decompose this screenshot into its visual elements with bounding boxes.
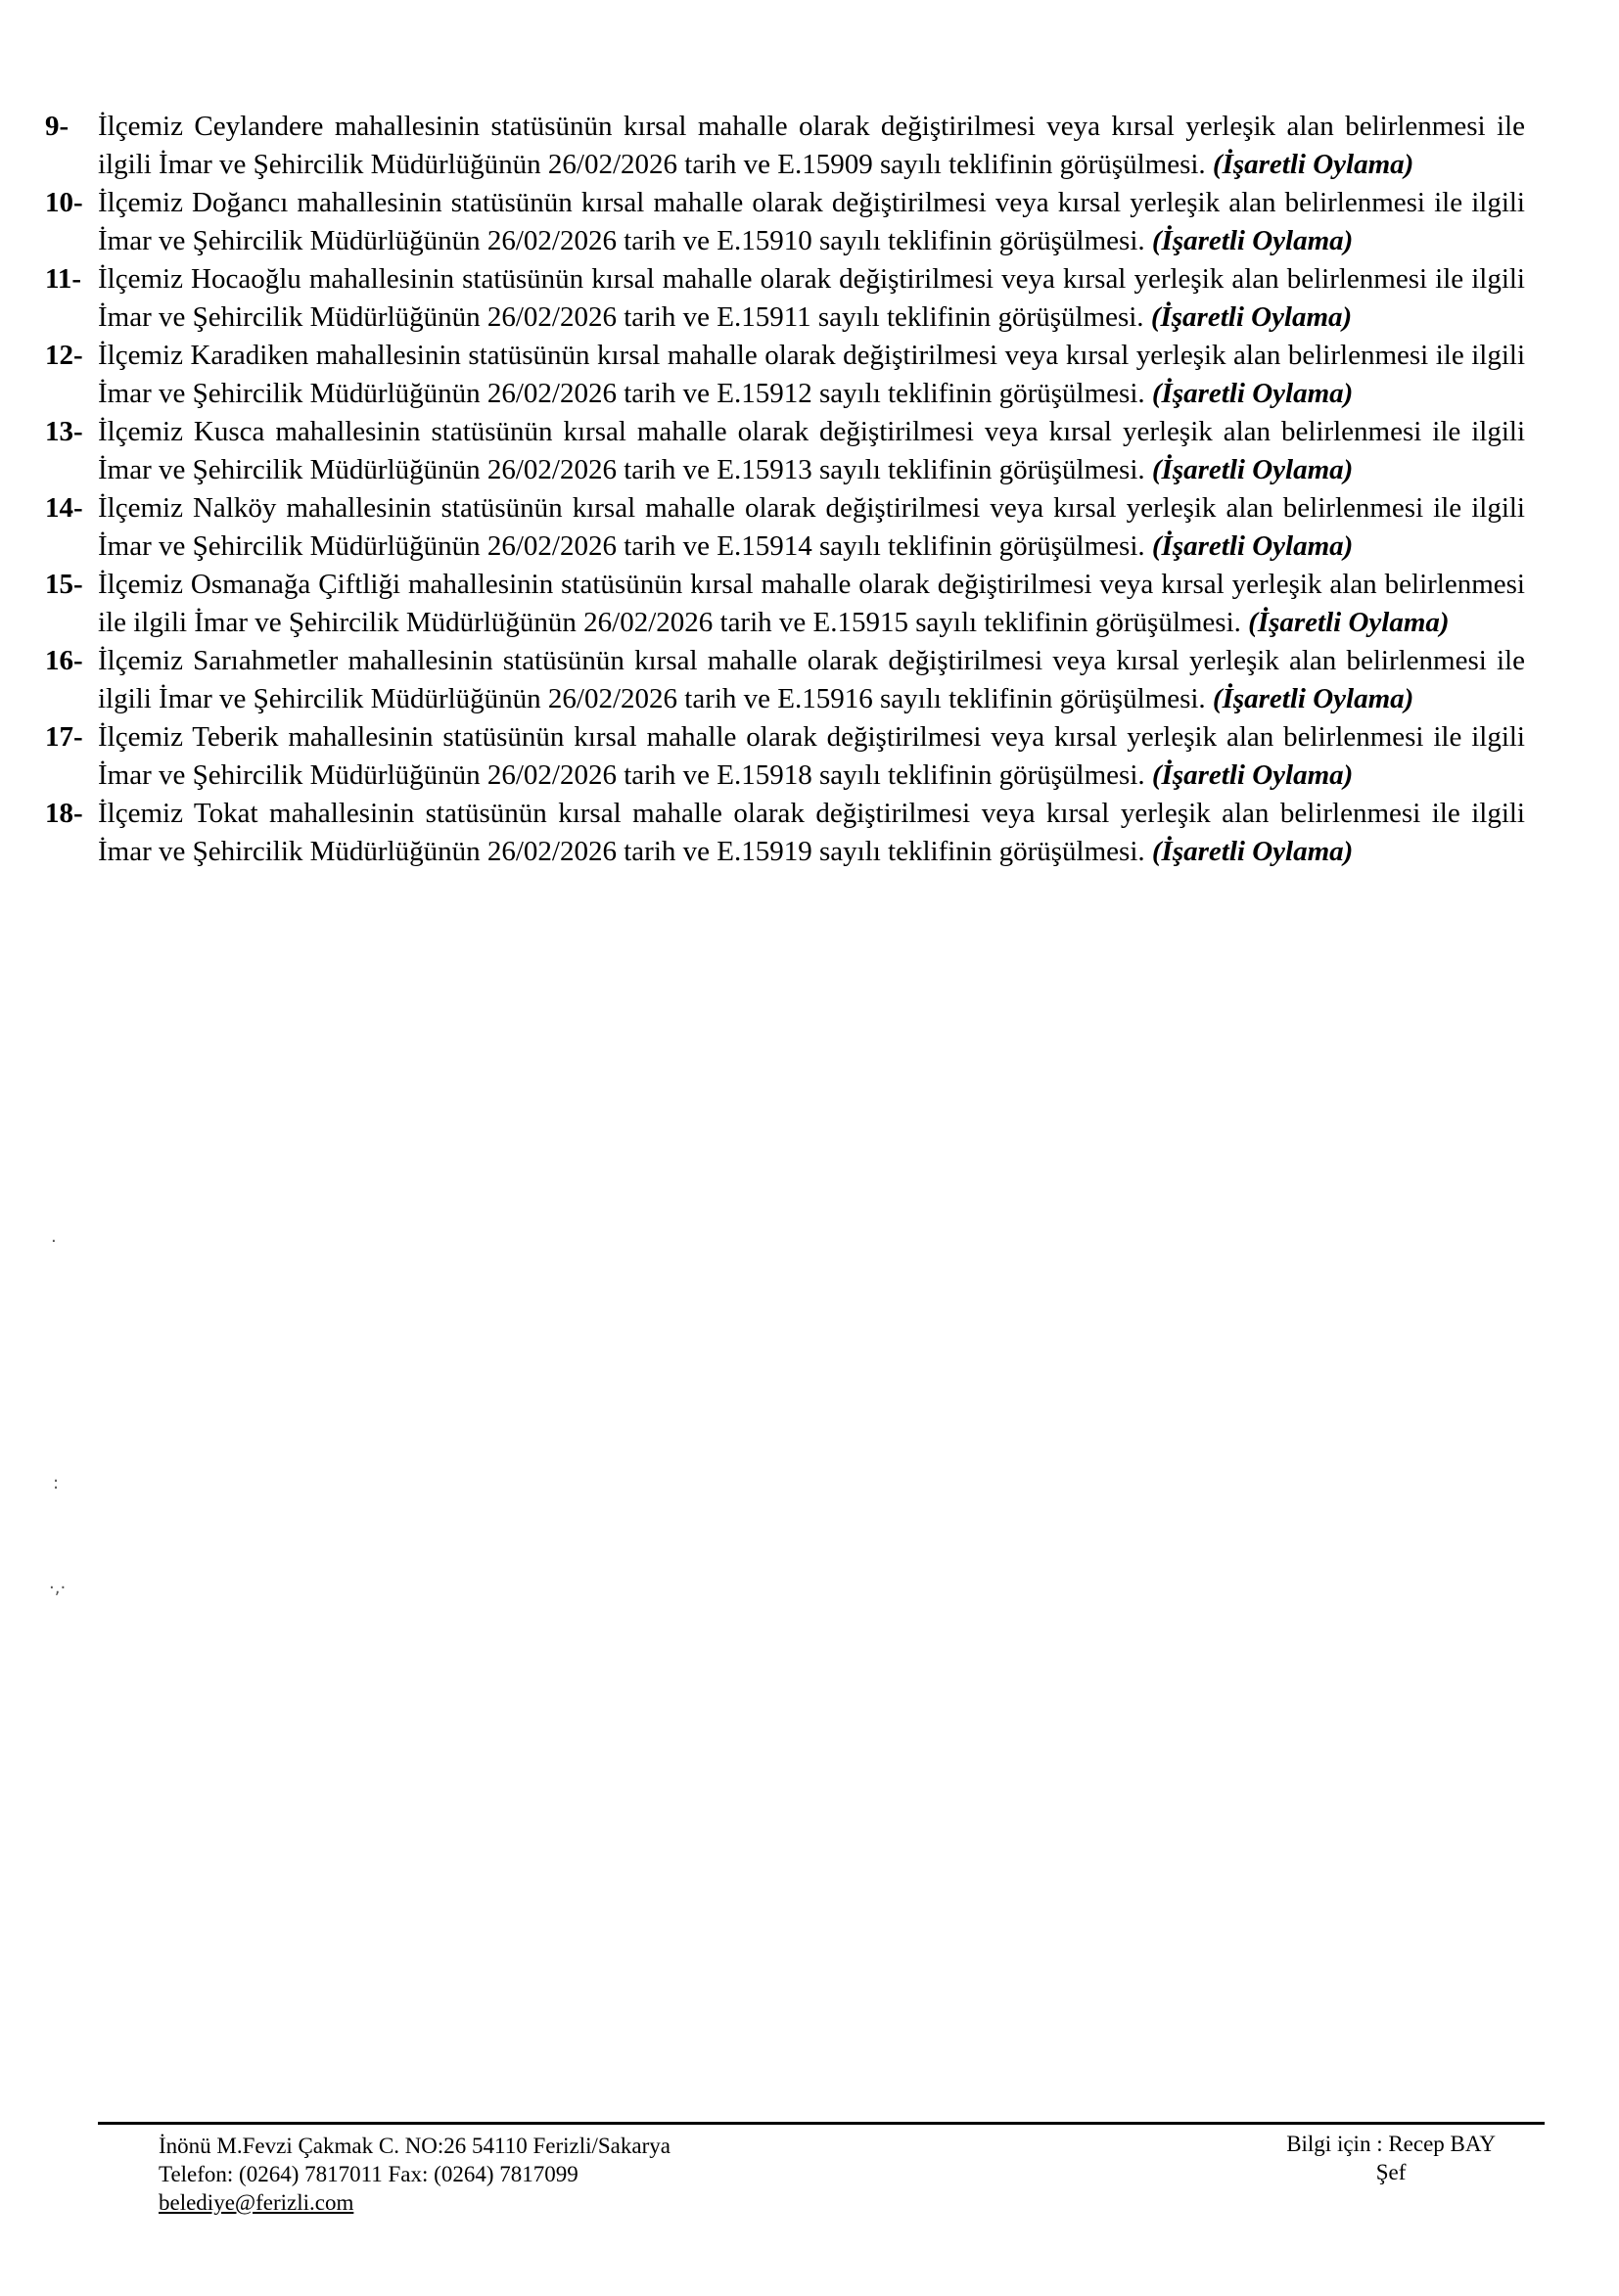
footer-contact <box>159 2132 671 2217</box>
agenda-item-vote-type: (İşaretli Oylama) <box>1151 225 1354 256</box>
footer-phone-fax: Telefon: (0264) 7817011 Fax: (0264) 7817099 <box>159 2162 578 2186</box>
agenda-item-vote-type: (İşaretli Oylama) <box>1151 759 1354 791</box>
agenda-item-text-block <box>98 566 1525 642</box>
agenda-item-vote-type: (İşaretli Oylama) <box>1150 301 1353 333</box>
agenda-item-number: 16- <box>45 645 83 676</box>
agenda-item-text-block <box>98 184 1525 260</box>
agenda-item-number: 11- <box>45 263 82 295</box>
agenda-item-text: İlçemiz Karadiken mahallesinin statüsünün kırsal mahalle olarak değiştirilmesi veya kırsal yerleşik alan belirlenmesi ile ilgili İmar ve Şehircilik Müdürlüğünün 26/02/2026 tarih ve E.15912 sayılı teklifinin görüşülmesi. <box>98 340 1525 409</box>
agenda-item-text-block <box>98 489 1525 566</box>
agenda-item <box>45 184 1525 260</box>
footer-info-title: Şef <box>1375 2160 1407 2184</box>
footer-info-label: Bilgi için : Recep BAY <box>1286 2132 1496 2156</box>
agenda-item <box>45 260 1525 337</box>
agenda-list <box>45 108 1525 871</box>
footer-address: İnönü M.Fevzi Çakmak C. NO:26 54110 Ferizli/Sakarya <box>159 2134 671 2158</box>
agenda-item-text-block <box>98 337 1525 413</box>
agenda-item-number: 17- <box>45 721 83 753</box>
agenda-item-text: İlçemiz Osmanağa Çiftliği mahallesinin statüsünün kırsal mahalle olarak değiştirilmesi veya kırsal yerleşik alan belirlenmesi ile ilgili İmar ve Şehircilik Müdürlüğünün 26/02/2026 tarih ve E.15915 sayılı teklifinin görüşülmesi. <box>98 569 1525 638</box>
agenda-item-text: İlçemiz Ceylandere mahallesinin statüsünün kırsal mahalle olarak değiştirilmesi veya kırsal yerleşik alan belirlenmesi ile ilgili İmar ve Şehircilik Müdürlüğünün 26/02/2026 tarih ve E.15909 sayılı teklifinin görüşülmesi. <box>98 111 1525 180</box>
footer-divider <box>98 2122 1545 2125</box>
agenda-item <box>45 566 1525 642</box>
agenda-item-text: İlçemiz Hocaoğlu mahallesinin statüsünün kırsal mahalle olarak değiştirilmesi veya kırsal yerleşik alan belirlenmesi ile ilgili İmar ve Şehircilik Müdürlüğünün 26/02/2026 tarih ve E.15911 sayılı teklifinin görüşülmesi. <box>98 263 1525 333</box>
agenda-item-text: İlçemiz Doğancı mahallesinin statüsünün kırsal mahalle olarak değiştirilmesi veya kırsal yerleşik alan belirlenmesi ile ilgili İmar ve Şehircilik Müdürlüğünün 26/02/2026 tarih ve E.15910 sayılı teklifinin görüşülmesi. <box>98 187 1525 256</box>
agenda-item-number: 13- <box>45 416 83 447</box>
agenda-item-vote-type: (İşaretli Oylama) <box>1151 454 1354 485</box>
agenda-item-text: İlçemiz Tokat mahallesinin statüsünün kırsal mahalle olarak değiştirilmesi veya kırsal yerleşik alan belirlenmesi ile ilgili İmar ve Şehircilik Müdürlüğünün 26/02/2026 tarih ve E.15919 sayılı teklifinin görüşülmesi. <box>98 798 1525 867</box>
agenda-item-vote-type: (İşaretli Oylama) <box>1151 378 1354 409</box>
agenda-item-text: İlçemiz Nalköy mahallesinin statüsünün kırsal mahalle olarak değiştirilmesi veya kırsal yerleşik alan belirlenmesi ile ilgili İmar ve Şehircilik Müdürlüğünün 26/02/2026 tarih ve E.15914 sayılı teklifinin görüşülmesi. <box>98 492 1525 562</box>
agenda-item-number: 15- <box>45 569 83 600</box>
agenda-item-text: İlçemiz Sarıahmetler mahallesinin statüsünün kırsal mahalle olarak değiştirilmesi veya kırsal yerleşik alan belirlenmesi ile ilgili İmar ve Şehircilik Müdürlüğünün 26/02/2026 tarih ve E.15916 sayılı teklifinin görüşülmesi. <box>98 645 1525 714</box>
footer-info-contact <box>1286 2130 1496 2186</box>
page-footer <box>98 2122 1545 2229</box>
agenda-item-vote-type: (İşaretli Oylama) <box>1212 149 1414 180</box>
agenda-item <box>45 337 1525 413</box>
agenda-item <box>45 489 1525 566</box>
agenda-item-vote-type: (İşaretli Oylama) <box>1248 607 1450 638</box>
agenda-item <box>45 413 1525 489</box>
agenda-item <box>45 718 1525 795</box>
agenda-item-text-block <box>98 795 1525 871</box>
agenda-item-number: 9- <box>45 111 69 142</box>
scan-speck: ·,· <box>49 1578 67 1598</box>
agenda-item-text: İlçemiz Teberik mahallesinin statüsünün kırsal mahalle olarak değiştirilmesi veya kırsal yerleşik alan belirlenmesi ile ilgili İmar ve Şehircilik Müdürlüğünün 26/02/2026 tarih ve E.15918 sayılı teklifinin görüşülmesi. <box>98 721 1525 791</box>
agenda-item-text-block <box>98 108 1525 184</box>
agenda-item-number: 12- <box>45 340 83 371</box>
agenda-item <box>45 795 1525 871</box>
agenda-item-text-block <box>98 260 1525 337</box>
agenda-item <box>45 642 1525 718</box>
agenda-item-number: 18- <box>45 798 83 829</box>
agenda-item-vote-type: (İşaretli Oylama) <box>1151 836 1354 867</box>
agenda-item-vote-type: (İşaretli Oylama) <box>1212 683 1414 714</box>
agenda-item-text-block <box>98 718 1525 795</box>
agenda-item <box>45 108 1525 184</box>
footer-email-link[interactable]: belediye@ferizli.com <box>159 2190 354 2215</box>
scan-speck: : <box>53 1473 60 1493</box>
agenda-item-text-block <box>98 413 1525 489</box>
agenda-item-text: İlçemiz Kusca mahallesinin statüsünün kırsal mahalle olarak değiştirilmesi veya kırsal yerleşik alan belirlenmesi ile ilgili İmar ve Şehircilik Müdürlüğünün 26/02/2026 tarih ve E.15913 sayılı teklifinin görüşülmesi. <box>98 416 1525 485</box>
agenda-item-number: 14- <box>45 492 83 524</box>
agenda-item-text-block <box>98 642 1525 718</box>
agenda-item-number: 10- <box>45 187 83 218</box>
agenda-item-vote-type: (İşaretli Oylama) <box>1151 530 1354 562</box>
scan-speck: · <box>51 1231 57 1252</box>
